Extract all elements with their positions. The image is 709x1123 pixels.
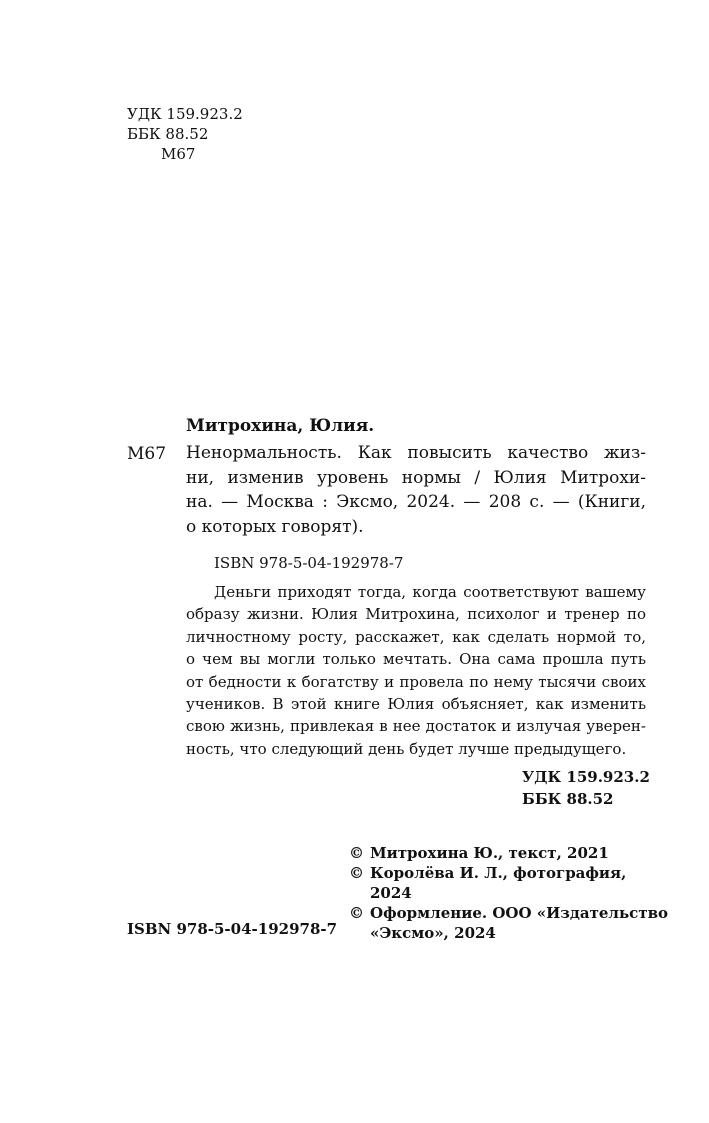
annotation-line: свою жизнь, привлекая в нее достаток и излучая уверен- [186,717,646,736]
udk-code: УДК 159.923.2 [127,105,243,123]
bibliographic-description [186,441,646,539]
annotation-line: личностному росту, расскажет, как сделать нормой то, [186,627,646,646]
author-heading: Митрохина, Юлия. [186,416,375,436]
copyright-text-label: Митрохина Ю., текст, 2021 [370,844,609,862]
bbk-code: ББК 88.52 [127,125,209,143]
card-udk-code: УДК 159.923.2 [522,768,650,786]
copyright-photo [349,863,649,883]
copyright-notices [349,843,669,943]
copyright-symbol: © [349,904,364,922]
top-classification-codes [127,104,243,164]
bib-line: Ненормальность. Как повысить качество жиз- [186,443,646,463]
copyright-photo-label: Королёва И. Л., фотография, [370,864,627,882]
copyright-design [349,903,669,923]
copyright-photo-year: 2024 [370,884,412,902]
card-classification-codes [522,766,650,810]
annotation-line: образу жизни. Юлия Митрохина, психолог и тренер по [186,605,646,624]
bib-line: о которых говорят). [186,516,364,537]
annotation [186,581,646,760]
bottom-isbn: ISBN 978-5-04-192978-7 [127,920,338,938]
annotation-line: от бедности к богатству и провела по нему тысячи своих [186,672,646,691]
card-bbk-code: ББК 88.52 [522,790,614,808]
annotation-line: ность, что следующий день будет лучше предыдущего. [186,739,627,758]
annotation-line: учеников. В этой книге Юлия объясняет, как изменить [186,695,646,714]
copyright-symbol: © [349,864,364,882]
annotation-line: о чем вы могли только мечтать. Она сама прошла путь [186,650,646,669]
annotation-line: Деньги приходят тогда, когда соответствуют вашему [214,583,646,601]
card-isbn: ISBN 978-5-04-192978-7 [214,554,404,572]
copyright-design-label: Оформление. ООО «Издательство [370,904,669,922]
bib-line: ни, изменив уровень нормы / Юлия Митрохи- [186,467,646,488]
copyright-symbol: © [349,844,364,862]
card-author-mark: М67 [127,444,167,464]
author-mark: М67 [161,145,196,163]
copyright-text [349,843,649,863]
bib-line: на. — Москва : Эксмо, 2024. — 208 с. — (Книги, [186,492,646,512]
copyright-design-cont: «Эксмо», 2024 [370,924,496,942]
